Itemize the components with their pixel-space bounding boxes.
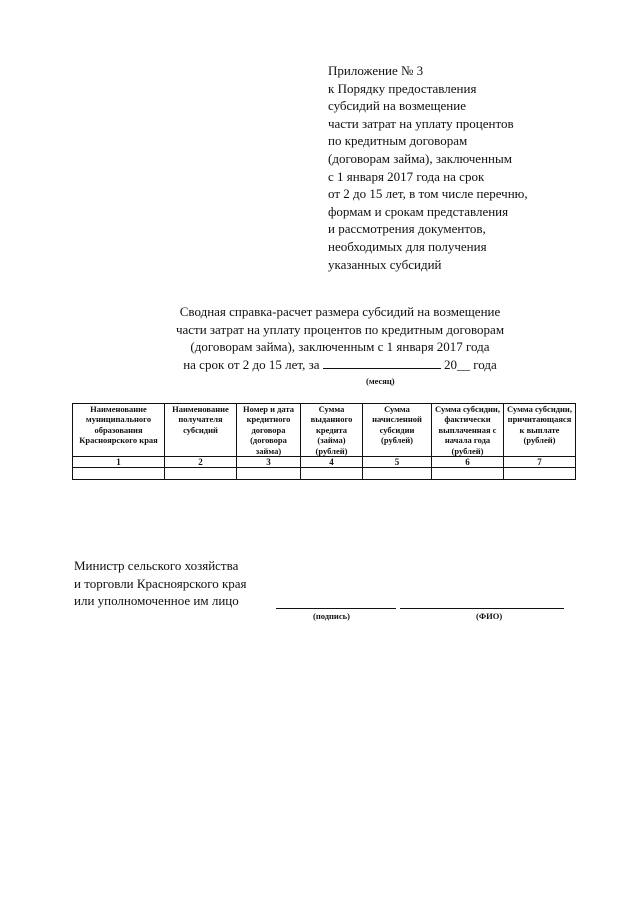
signer-block bbox=[74, 557, 247, 610]
column-number: 3 bbox=[237, 457, 301, 468]
signature-caption: (подпись) bbox=[313, 611, 350, 621]
appendix-line: части затрат на уплату процентов bbox=[328, 115, 514, 131]
column-number: 7 bbox=[504, 457, 576, 468]
empty-cell bbox=[165, 468, 237, 480]
column-header: Сумма субсидии, причитающаяся к выплате (рублей) bbox=[504, 404, 576, 457]
column-number: 2 bbox=[165, 457, 237, 468]
empty-cell bbox=[73, 468, 165, 480]
empty-data-row bbox=[73, 468, 576, 480]
appendix-line: с 1 января 2017 года на срок bbox=[328, 168, 485, 184]
column-number: 4 bbox=[301, 457, 363, 468]
name-caption: (ФИО) bbox=[476, 611, 503, 621]
appendix-line: Приложение № 3 bbox=[328, 63, 424, 78]
signer-line-2: и торговли Красноярского края bbox=[74, 575, 247, 591]
appendix-line: и рассмотрения документов, bbox=[328, 221, 486, 237]
appendix-line: (договорам займа), заключенным bbox=[328, 150, 512, 166]
column-number: 1 bbox=[73, 457, 165, 468]
title-line-2: части затрат на уплату процентов по кредитным договорам bbox=[175, 321, 505, 337]
appendix-line: от 2 до 15 лет, в том числе перечню, bbox=[328, 186, 528, 202]
table-header-row bbox=[73, 404, 576, 457]
appendix-line: по кредитным договорам bbox=[328, 133, 468, 149]
appendix-line: к Порядку предоставления bbox=[328, 80, 477, 96]
column-number-row bbox=[73, 457, 576, 468]
month-blank bbox=[323, 356, 441, 369]
appendix-block bbox=[328, 62, 608, 273]
appendix-line: необходимых для получения bbox=[328, 238, 487, 254]
title-line-4 bbox=[60, 356, 620, 374]
appendix-line: формам и срокам представления bbox=[328, 203, 509, 219]
column-header: Сумма выданного кредита (займа) (рублей) bbox=[301, 404, 363, 457]
title-line-3: (договорам займа), заключенным с 1 января 2017 года bbox=[190, 339, 490, 355]
signer-line-3: или уполномоченное им лицо bbox=[74, 593, 239, 609]
column-header: Сумма начисленной субсидии (рублей) bbox=[363, 404, 432, 457]
title-line-1: Сводная справка-расчет размера субсидий на возмещение bbox=[179, 304, 501, 319]
signer-line-1: Министр сельского хозяйства bbox=[74, 558, 239, 573]
empty-cell bbox=[301, 468, 363, 480]
empty-cell bbox=[363, 468, 432, 480]
column-header: Наименование получателя субсидий bbox=[165, 404, 237, 457]
title-year: 20__ года bbox=[444, 356, 497, 372]
signature-line bbox=[276, 608, 396, 609]
month-caption: (месяц) bbox=[366, 376, 395, 386]
column-header: Сумма субсидии, фактически выплаченная с начала года (рублей) bbox=[432, 404, 504, 457]
column-number: 5 bbox=[363, 457, 432, 468]
empty-cell bbox=[237, 468, 301, 480]
empty-cell bbox=[432, 468, 504, 480]
column-header: Наименование муниципального образования Красноярского края bbox=[73, 404, 165, 457]
name-line bbox=[400, 608, 564, 609]
empty-cell bbox=[504, 468, 576, 480]
appendix-line: указанных субсидий bbox=[328, 256, 442, 272]
column-header: Номер и дата кредитного договора (договора займа) bbox=[237, 404, 301, 457]
document-title bbox=[60, 303, 620, 373]
appendix-line: субсидий на возмещение bbox=[328, 98, 466, 114]
subsidy-table bbox=[72, 403, 576, 480]
title-period-prefix: на срок от 2 до 15 лет, за bbox=[183, 356, 320, 372]
column-number: 6 bbox=[432, 457, 504, 468]
